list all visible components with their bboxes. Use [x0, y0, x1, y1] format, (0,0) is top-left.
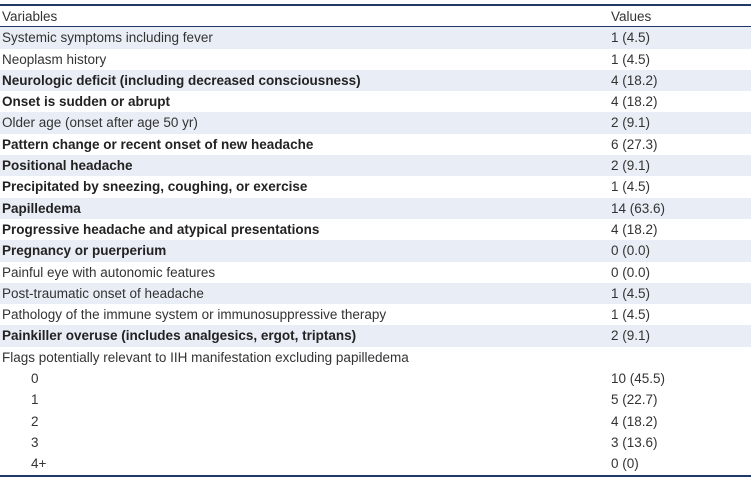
table-row: [0, 134, 751, 155]
row-label: 2: [31, 413, 39, 429]
row-label: Onset is sudden or abrupt: [2, 94, 171, 110]
table-row: [0, 389, 751, 410]
row-value: 10 (45.5): [611, 371, 666, 387]
row-label: Positional headache: [2, 158, 133, 174]
row-value: 1 (4.5): [611, 30, 651, 46]
row-label: Post-traumatic onset of headache: [2, 285, 204, 301]
row-label: 4+: [31, 456, 47, 472]
row-label: Flags potentially relevant to IIH manifestation excluding papilledema: [2, 349, 409, 365]
table-row: [0, 91, 751, 112]
row-value: 2 (9.1): [611, 115, 651, 131]
table-row: [0, 176, 751, 197]
row-label: Neoplasm history: [2, 51, 107, 67]
row-value: 0 (0.0): [611, 243, 651, 259]
data-table: [0, 4, 751, 477]
row-label: Pathology of the immune system or immunosuppressive therapy: [2, 307, 387, 323]
row-value: 2 (9.1): [611, 158, 651, 174]
row-label: 1: [31, 392, 39, 408]
table-row: [0, 325, 751, 346]
row-label: Systemic symptoms including fever: [2, 30, 213, 46]
row-label: Progressive headache and atypical presentations: [2, 221, 320, 237]
table-row: [0, 262, 751, 283]
row-value: 4 (18.2): [611, 94, 658, 110]
row-value: 14 (63.6): [611, 200, 666, 216]
row-label: Neurologic deficit (including decreased consciousness): [2, 72, 361, 88]
table-row: [0, 112, 751, 133]
row-label: Painkiller overuse (includes analgesics, ergot, triptans): [2, 328, 357, 344]
table-row: [0, 240, 751, 261]
row-label: 0: [31, 371, 39, 387]
table-row: [0, 198, 751, 219]
table-row: [0, 70, 751, 91]
row-value: 1 (4.5): [611, 51, 651, 67]
row-label: Pattern change or recent onset of new headache: [2, 136, 314, 152]
row-label: Painful eye with autonomic features: [2, 264, 216, 280]
row-value: 4 (18.2): [611, 221, 658, 237]
row-label: Older age (onset after age 50 yr): [2, 115, 198, 131]
row-value: 4 (18.2): [611, 413, 658, 429]
row-value: 6 (27.3): [611, 136, 658, 152]
row-label: 3: [31, 434, 39, 450]
table-row: [0, 368, 751, 389]
row-value: 2 (9.1): [611, 328, 651, 344]
row-label: Papilledema: [2, 200, 81, 216]
table-row: [0, 304, 751, 325]
row-label: Precipitated by sneezing, coughing, or exercise: [2, 179, 308, 195]
row-value: 0 (0.0): [611, 264, 651, 280]
table-row: [0, 411, 751, 432]
table-row: [0, 432, 751, 453]
table-row: [0, 453, 751, 474]
row-value: 1 (4.5): [611, 179, 651, 195]
row-value: 3 (13.6): [611, 434, 658, 450]
table-row: [0, 27, 751, 48]
table-header-row: [0, 6, 751, 27]
table-row: [0, 347, 751, 368]
row-label: Pregnancy or puerperium: [2, 243, 167, 259]
header-variables: Variables: [2, 8, 58, 24]
row-value: 4 (18.2): [611, 72, 658, 88]
row-value: 0 (0): [611, 456, 639, 472]
table-row: [0, 283, 751, 304]
table-row: [0, 219, 751, 240]
table-row: [0, 155, 751, 176]
header-values: Values: [611, 8, 652, 24]
row-value: 1 (4.5): [611, 285, 651, 301]
row-value: 1 (4.5): [611, 307, 651, 323]
table-row: [0, 49, 751, 70]
row-value: 5 (22.7): [611, 392, 658, 408]
